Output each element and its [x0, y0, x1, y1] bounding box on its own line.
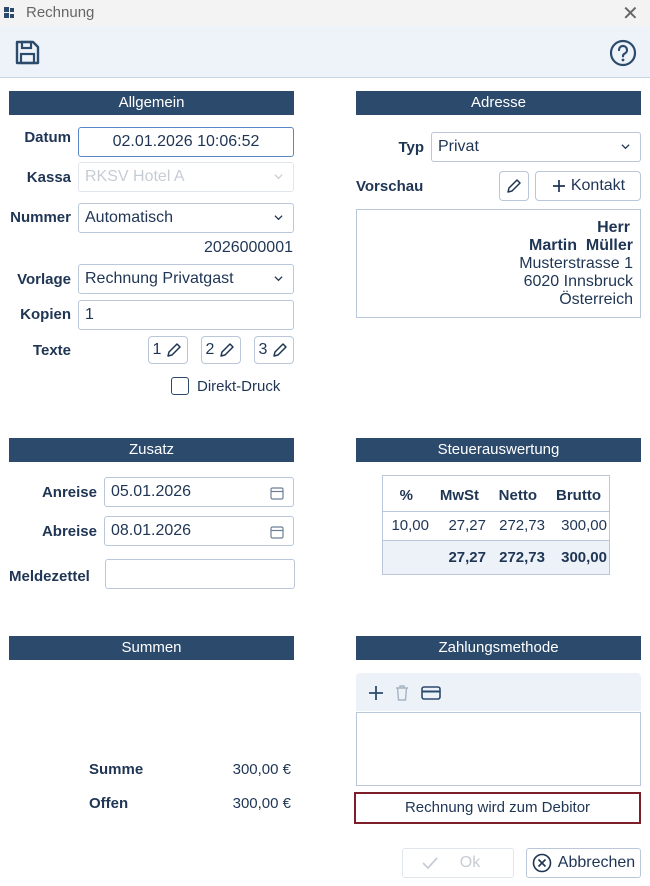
tax-col-brutto: Brutto — [556, 487, 601, 504]
ok-button[interactable] — [402, 848, 514, 878]
section-header-adresse: Adresse — [356, 91, 641, 115]
tax-table — [382, 475, 610, 575]
vorlage-label: Vorlage — [17, 271, 71, 288]
kopien-input[interactable]: 1 — [78, 300, 294, 330]
vorschau-label: Vorschau — [356, 178, 424, 195]
anreise-label: Anreise — [41, 484, 97, 501]
app-icon — [4, 7, 16, 19]
pencil-icon — [271, 341, 289, 359]
close-icon[interactable]: ✕ — [622, 3, 639, 25]
typ-label: Typ — [398, 139, 424, 156]
preview-city: 6020 Innsbruck — [523, 273, 633, 290]
texte-button-label: 2 — [205, 341, 215, 358]
tax-cell: 27,27 — [448, 517, 486, 534]
toolbar — [0, 26, 650, 78]
nummer-label: Nummer — [10, 209, 71, 226]
tax-cell: 272,73 — [499, 517, 545, 534]
section-header-summen: Summen — [9, 636, 294, 660]
chevron-down-icon — [274, 172, 283, 181]
save-icon[interactable] — [14, 39, 41, 66]
address-preview — [356, 209, 641, 318]
ok-label: Ok — [459, 854, 481, 871]
section-header-zusatz: Zusatz — [9, 438, 294, 462]
tax-cell: 10,00 — [391, 517, 429, 534]
abreise-value: 08.01.2026 — [111, 522, 192, 539]
pencil-icon — [165, 341, 183, 359]
title-bar — [0, 0, 650, 26]
typ-select[interactable] — [431, 132, 641, 162]
cancel-label: Abbrechen — [557, 854, 636, 871]
direktdruck-label: Direkt-Druck — [197, 378, 281, 395]
tax-col-mwst: MwSt — [439, 487, 479, 504]
tax-col-netto: Netto — [498, 487, 537, 504]
payment-list[interactable] — [356, 712, 641, 786]
preview-country: Österreich — [559, 291, 633, 308]
preview-salutation: Herr — [597, 219, 630, 236]
kontakt-label: Kontakt — [570, 177, 626, 194]
abreise-label: Abreise — [41, 523, 97, 540]
calendar-icon[interactable] — [270, 525, 284, 539]
meldezettel-label: Meldezettel — [9, 568, 90, 585]
plus-icon — [551, 178, 567, 194]
section-header-steuer: Steuerauswertung — [356, 438, 641, 462]
pencil-icon — [218, 341, 236, 359]
invoice-number: 2026000001 — [204, 239, 293, 256]
vorlage-select[interactable] — [78, 264, 294, 294]
texte-button-1[interactable] — [148, 336, 188, 364]
kassa-label: Kassa — [26, 169, 71, 186]
texte-button-3[interactable] — [254, 336, 294, 364]
tax-total-netto: 272,73 — [499, 549, 545, 566]
meldezettel-input[interactable] — [105, 559, 295, 589]
offen-value: 300,00 € — [232, 795, 291, 812]
chevron-down-icon — [274, 274, 283, 283]
preview-name: Martin Müller — [528, 237, 633, 254]
kopien-label: Kopien — [20, 306, 71, 323]
direktdruck-checkbox[interactable] — [171, 377, 189, 395]
summe-value: 300,00 € — [232, 761, 291, 778]
texte-button-2[interactable] — [201, 336, 241, 364]
datum-label: Datum — [24, 129, 71, 146]
window-title: Rechnung — [26, 4, 95, 21]
anreise-value: 05.01.2026 — [111, 483, 192, 500]
pencil-icon — [505, 177, 523, 195]
kassa-select — [78, 162, 294, 192]
nummer-select[interactable] — [78, 203, 294, 233]
section-header-zahlung: Zahlungsmethode — [356, 636, 641, 660]
check-icon — [421, 856, 439, 870]
typ-value: Privat — [438, 138, 479, 155]
summe-label: Summe — [89, 761, 144, 778]
abreise-date-input[interactable] — [104, 516, 294, 546]
cancel-button[interactable] — [526, 848, 641, 878]
kontakt-button[interactable] — [535, 171, 641, 201]
chevron-down-icon — [274, 213, 283, 222]
offen-label: Offen — [89, 795, 129, 812]
delete-icon[interactable] — [394, 684, 410, 702]
texte-button-label: 3 — [258, 341, 268, 358]
section-header-allgemein: Allgemein — [9, 91, 294, 115]
calendar-icon[interactable] — [270, 486, 284, 500]
anreise-date-input[interactable] — [104, 477, 294, 507]
tax-total-mwst: 27,27 — [448, 549, 486, 566]
texte-label: Texte — [32, 342, 71, 359]
cancel-circle-icon — [532, 853, 552, 873]
datum-field[interactable]: 02.01.2026 10:06:52 — [78, 127, 294, 157]
tax-col-percent: % — [399, 487, 413, 504]
debitor-button[interactable]: Rechnung wird zum Debitor — [354, 792, 641, 824]
texte-button-label: 1 — [152, 341, 162, 358]
help-icon[interactable] — [609, 39, 637, 67]
add-payment-icon[interactable] — [368, 685, 384, 701]
tax-cell: 300,00 — [561, 517, 607, 534]
credit-card-icon[interactable] — [421, 685, 441, 701]
chevron-down-icon — [621, 142, 630, 151]
tax-total-brutto: 300,00 — [561, 549, 607, 566]
edit-address-button[interactable] — [499, 171, 529, 201]
preview-street: Musterstrasse 1 — [519, 255, 633, 272]
kassa-value: RKSV Hotel A — [85, 168, 185, 185]
nummer-value: Automatisch — [85, 209, 174, 226]
vorlage-value: Rechnung Privatgast — [85, 270, 234, 287]
